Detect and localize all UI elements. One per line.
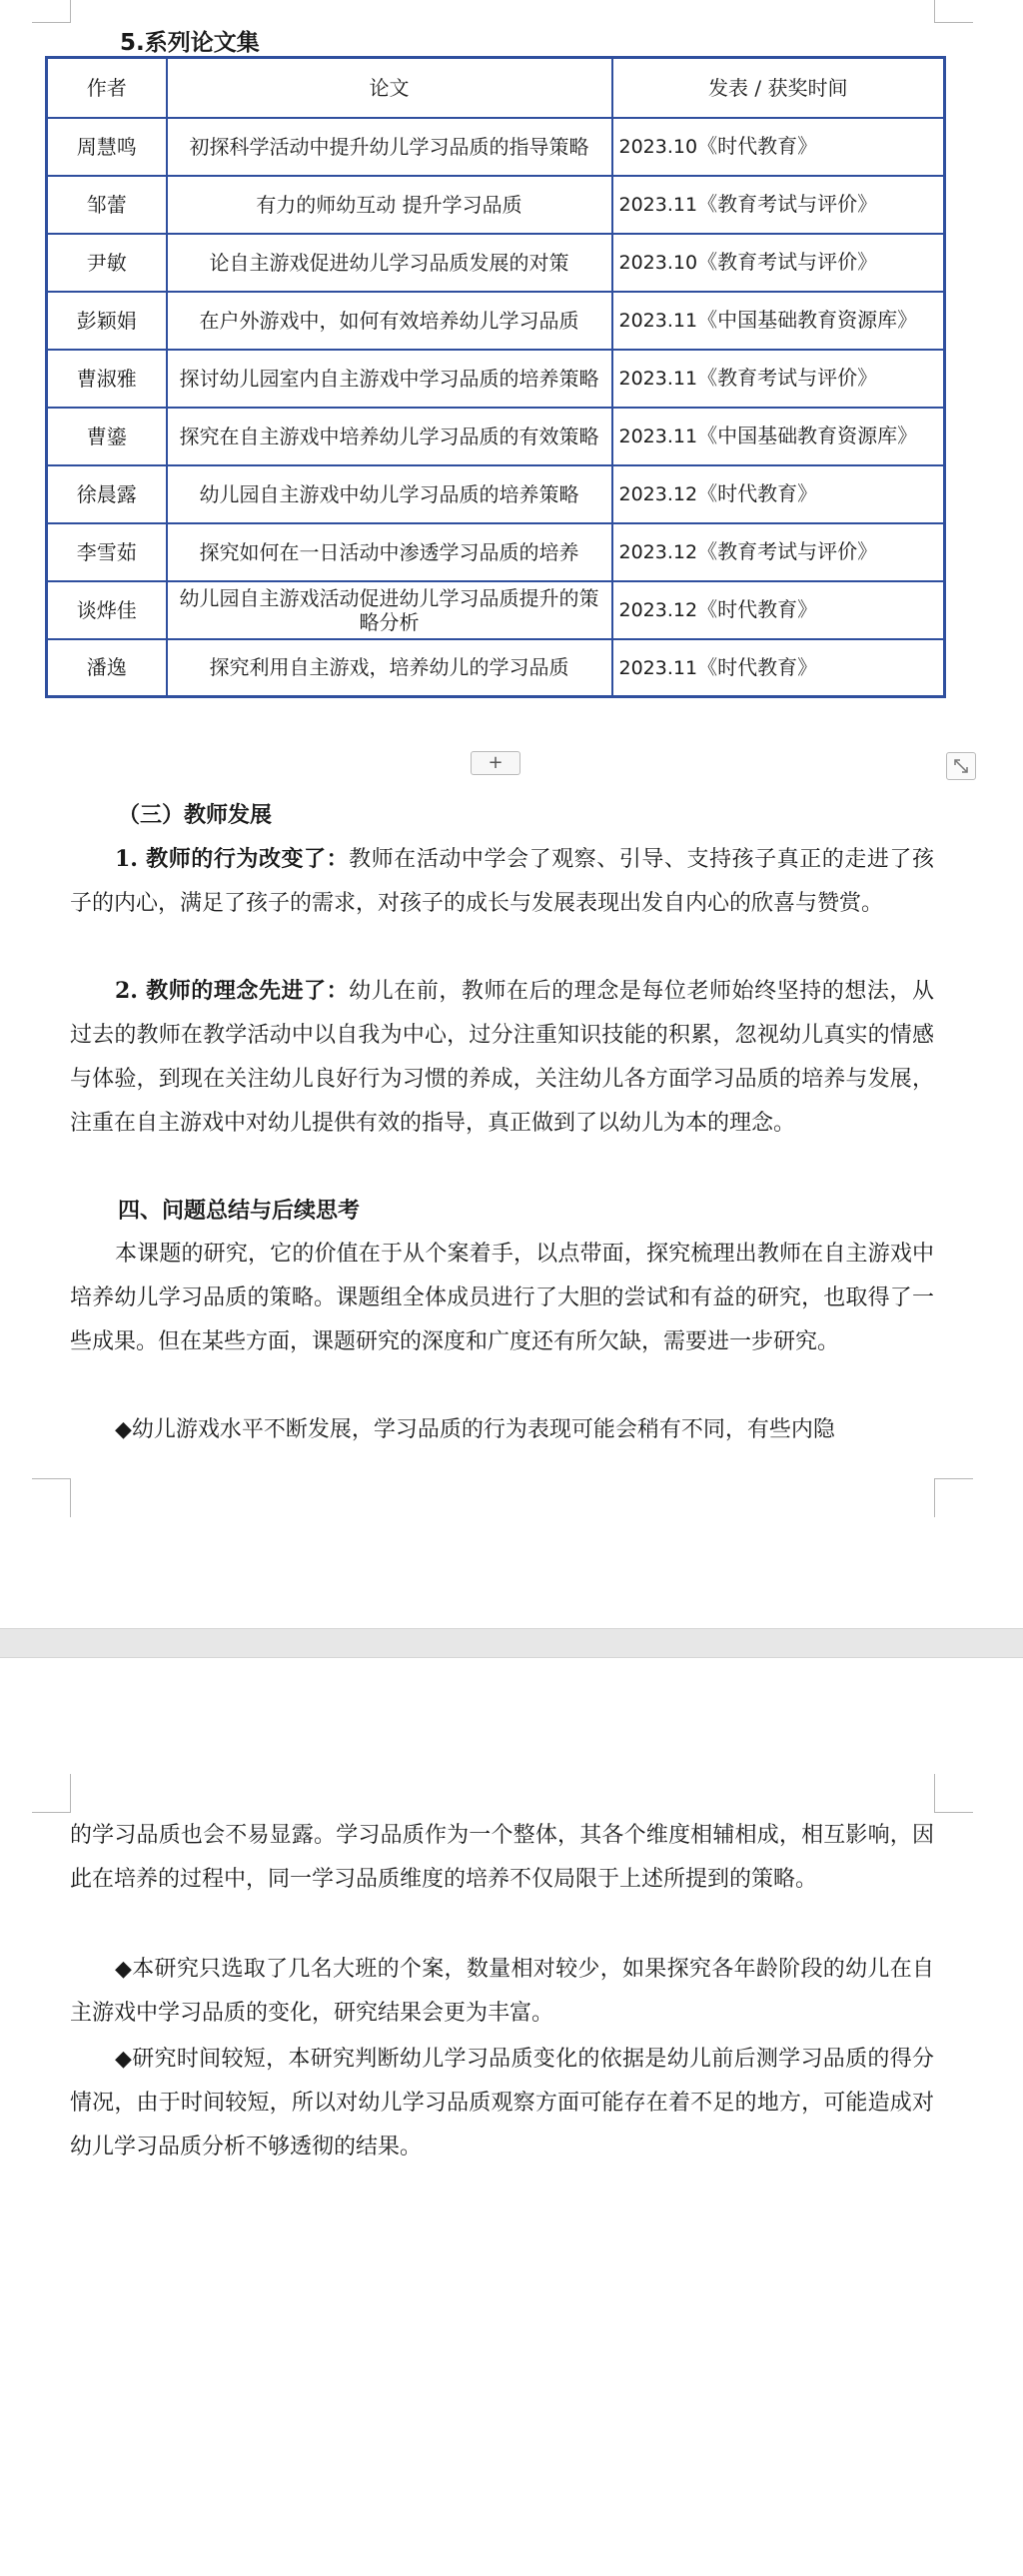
cell-paper-title[interactable]: 探究如何在一日活动中渗透学习品质的培养 — [167, 523, 612, 581]
table-row — [47, 176, 945, 234]
publication-date: 2023.11 — [618, 310, 698, 332]
cell-paper-title[interactable]: 探讨幼儿园室内自主游戏中学习品质的培养策略 — [167, 350, 612, 408]
cell-paper-title[interactable]: 论自主游戏促进幼儿学习品质发展的对策 — [167, 234, 612, 292]
cell-paper-title[interactable]: 在户外游戏中，如何有效培养幼儿学习品质 — [167, 292, 612, 350]
table-row — [47, 523, 945, 581]
add-row-button[interactable]: + — [471, 751, 520, 775]
cell-paper-title[interactable]: 探究在自主游戏中培养幼儿学习品质的有效策略 — [167, 408, 612, 465]
teacher-behavior-text: 教师在活动中学会了观察、引导、支持孩子真正的走进了孩子的内心，满足了孩子的需求，对孩子的成长与发展表现出发自内心的欣喜与赞赏。 — [70, 847, 934, 916]
cell-author[interactable]: 潘逸 — [47, 639, 167, 697]
publication-date: 2023.12 — [618, 541, 698, 563]
summary-paragraph-2-start: ◆幼儿游戏水平不断发展，学习品质的行为表现可能会稍有不同，有些内隐 — [115, 1417, 835, 1442]
table-header-row — [47, 58, 945, 118]
cell-publication[interactable] — [612, 118, 945, 176]
table-row — [47, 639, 945, 697]
publication-date: 2023.11 — [618, 426, 698, 447]
publication-date: 2023.11 — [618, 656, 698, 679]
cell-publication[interactable] — [612, 581, 945, 639]
publication-journal: 《中国基础教育资源库》 — [697, 424, 918, 447]
table-row — [47, 408, 945, 465]
publication-journal: 《时代教育》 — [697, 597, 818, 621]
cell-author[interactable]: 彭颖娟 — [47, 292, 167, 350]
cell-publication[interactable] — [612, 639, 945, 697]
publication-journal: 《教育考试与评价》 — [697, 539, 878, 563]
cell-publication[interactable] — [612, 465, 945, 523]
cell-publication[interactable] — [612, 292, 945, 350]
cell-publication[interactable] — [612, 234, 945, 292]
cell-publication[interactable] — [612, 350, 945, 408]
table-row — [47, 234, 945, 292]
cell-paper-title[interactable]: 探究利用自主游戏，培养幼儿的学习品质 — [167, 639, 612, 697]
cell-author[interactable]: 李雪茹 — [47, 523, 167, 581]
cell-paper-title[interactable]: 幼儿园自主游戏中幼儿学习品质的培养策略 — [167, 465, 612, 523]
table-row — [47, 350, 945, 408]
cell-publication[interactable] — [612, 408, 945, 465]
table-row — [47, 118, 945, 176]
cell-author[interactable]: 谈烨佳 — [47, 581, 167, 639]
table-row — [47, 581, 945, 639]
summary-paragraph-4: ◆研究时间较短，本研究判断幼儿学习品质变化的依据是幼儿前后测学习品质的得分情况，由于时间较短，所以对幼儿学习品质观察方面可能存在着不足的地方，可能造成对幼儿学习品质分析不够透彻的结果。 — [70, 2047, 934, 2159]
margin-marker-bottom-right — [934, 1478, 973, 1517]
margin-marker-top-right-p2 — [934, 1774, 973, 1813]
resize-diagonal-icon — [947, 753, 975, 779]
cell-author[interactable]: 周慧鸣 — [47, 118, 167, 176]
teacher-concept-paragraph — [70, 969, 934, 1146]
papers-table — [45, 56, 946, 698]
publication-journal: 《教育考试与评价》 — [697, 366, 878, 390]
page-break-gap — [0, 1628, 1023, 1658]
cell-author[interactable]: 徐晨露 — [47, 465, 167, 523]
publication-date: 2023.10 — [618, 252, 698, 274]
margin-marker-bottom-left — [32, 1478, 71, 1517]
teacher-behavior-lead: 1. 教师的行为改变了： — [115, 846, 350, 872]
summary-heading: 四、问题总结与后续思考 — [118, 1198, 361, 1224]
publication-date: 2023.12 — [618, 599, 698, 621]
publication-date: 2023.11 — [618, 194, 698, 216]
cell-paper-title[interactable]: 有力的师幼互动 提升学习品质 — [167, 176, 612, 234]
publication-journal: 《时代教育》 — [697, 481, 818, 505]
publication-date: 2023.10 — [618, 136, 698, 158]
margin-marker-top-left-p2 — [32, 1774, 71, 1813]
header-publish-date[interactable]: 发表 / 获奖时间 — [612, 58, 945, 118]
table-row — [47, 465, 945, 523]
table-resize-handle[interactable] — [946, 752, 976, 780]
publication-journal: 《中国基础教育资源库》 — [697, 308, 918, 332]
teacher-behavior-paragraph — [70, 837, 934, 926]
teacher-concept-text: 幼儿在前，教师在后的理念是每位老师始终坚持的想法，从过去的教师在教学活动中以自我为中心，过分注重知识技能的积累，忽视幼儿真实的情感与体验，到现在关注幼儿良好行为习惯的养成，关注幼儿各方面学习品质的培养与发展，注重在自主游戏中对幼儿提供有效的指导，真正做到了以幼儿为本的理念。 — [70, 979, 934, 1136]
table-row — [47, 292, 945, 350]
publication-journal: 《时代教育》 — [697, 654, 818, 679]
publication-date: 2023.11 — [618, 368, 698, 390]
cell-paper-title[interactable]: 幼儿园自主游戏活动促进幼儿学习品质提升的策略分析 — [167, 581, 612, 639]
summary-paragraph-3: ◆本研究只选取了几名大班的个案，数量相对较少，如果探究各年龄阶段的幼儿在自主游戏中学习品质的变化，研究结果会更为丰富。 — [70, 1957, 934, 2026]
cell-author[interactable]: 邹蕾 — [47, 176, 167, 234]
publication-journal: 《教育考试与评价》 — [697, 192, 878, 216]
cell-paper-title[interactable]: 初探科学活动中提升幼儿学习品质的指导策略 — [167, 118, 612, 176]
header-author[interactable]: 作者 — [47, 58, 167, 118]
cell-author[interactable]: 曹鎏 — [47, 408, 167, 465]
cell-publication[interactable] — [612, 523, 945, 581]
header-paper[interactable]: 论文 — [167, 58, 612, 118]
teacher-concept-lead: 2. 教师的理念先进了： — [115, 978, 350, 1004]
publication-date: 2023.12 — [618, 483, 698, 505]
publication-journal: 《时代教育》 — [697, 134, 818, 158]
summary-paragraph-1: 本课题的研究，它的价值在于从个案着手，以点带面，探究梳理出教师在自主游戏中培养幼儿学习品质的策略。课题组全体成员进行了大胆的尝试和有益的研究，也取得了一些成果。但在某些方面，课题研究的深度和广度还有所欠缺，需要进一步研究。 — [70, 1242, 934, 1354]
cell-author[interactable]: 尹敏 — [47, 234, 167, 292]
section-title: 5.系列论文集 — [120, 30, 260, 56]
margin-marker-top-right — [934, 0, 973, 23]
margin-marker-top-left — [32, 0, 71, 23]
summary-paragraph-2-continued: 的学习品质也会不易显露。学习品质作为一个整体，其各个维度相辅相成，相互影响，因此在培养的过程中，同一学习品质维度的培养不仅局限于上述所提到的策略。 — [70, 1823, 934, 1892]
cell-author[interactable]: 曹淑雅 — [47, 350, 167, 408]
document-page-2 — [0, 1658, 1023, 2576]
cell-publication[interactable] — [612, 176, 945, 234]
publication-journal: 《教育考试与评价》 — [697, 250, 878, 274]
teacher-development-heading: （三）教师发展 — [118, 802, 273, 828]
